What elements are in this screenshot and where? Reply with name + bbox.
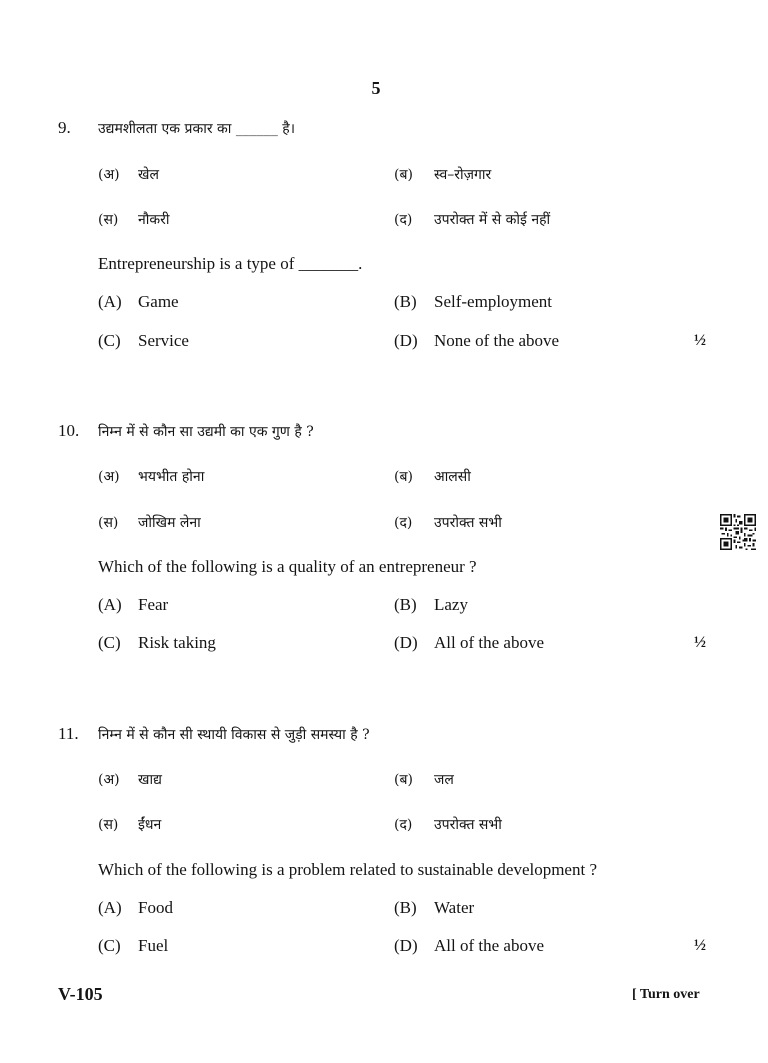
question-text-english: Which of the following is a quality of an entrepreneur ? — [98, 557, 477, 576]
option-text: जल — [434, 772, 454, 788]
option-label: (D) — [394, 936, 418, 955]
question-text-hindi: उद्यमशीलता एक प्रकार का ______ है। — [98, 121, 296, 137]
option-text: नौकरी — [138, 212, 170, 228]
option-label: (ब) — [394, 167, 413, 183]
option-text: Lazy — [434, 595, 468, 614]
option-label: (अ) — [98, 167, 120, 183]
option-text: All of the above — [434, 633, 544, 652]
option-label: (B) — [394, 292, 417, 311]
option-text: All of the above — [434, 936, 544, 955]
option-label: (A) — [98, 898, 122, 917]
qr-code-icon — [720, 514, 756, 550]
option-label: (स) — [98, 515, 119, 531]
option-text: खाद्य — [138, 772, 162, 788]
option-label: (ब) — [394, 772, 413, 788]
option-text: जोखिम लेना — [138, 515, 201, 531]
option-text: खेल — [138, 167, 159, 183]
option-label: (D) — [394, 633, 418, 652]
option-label: (A) — [98, 292, 122, 311]
option-text: उपरोक्त सभी — [434, 515, 502, 531]
option-text: Water — [434, 898, 475, 917]
option-label: (C) — [98, 633, 121, 652]
question-text-english: Entrepreneurship is a type of _______. — [98, 254, 363, 273]
option-label: (B) — [394, 595, 417, 614]
question-10 — [0, 421, 768, 681]
option-label: (द) — [394, 515, 413, 531]
marks: ½ — [694, 634, 706, 651]
option-label: (अ) — [98, 469, 120, 485]
option-text: None of the above — [434, 331, 560, 350]
option-text: Risk taking — [138, 633, 216, 652]
page-number: 5 — [371, 78, 381, 98]
option-text: Fear — [138, 595, 169, 614]
option-text: उपरोक्त में से कोई नहीं — [434, 212, 551, 228]
paper-code: V-105 — [58, 984, 103, 1004]
option-label: (C) — [98, 936, 121, 955]
option-text: Service — [138, 331, 189, 350]
turn-over-note: [ Turn over — [632, 987, 700, 1002]
question-number: 10. — [58, 421, 80, 440]
option-text: उपरोक्त सभी — [434, 817, 502, 833]
option-text: Self-employment — [434, 292, 553, 311]
question-text-hindi: निम्न में से कौन सी स्थायी विकास से जुड़ी समस्या है ? — [98, 727, 370, 743]
option-text: भयभीत होना — [138, 469, 205, 485]
option-label: (ब) — [394, 469, 413, 485]
question-number: 9. — [58, 118, 71, 137]
option-text: Food — [138, 898, 173, 917]
option-label: (अ) — [98, 772, 120, 788]
option-label: (स) — [98, 817, 119, 833]
question-text-hindi: निम्न में से कौन सा उद्यमी का एक गुण है ? — [98, 424, 314, 440]
option-label: (B) — [394, 898, 417, 917]
question-9 — [0, 118, 768, 378]
option-label: (A) — [98, 595, 122, 614]
option-text: ईंधन — [138, 817, 162, 833]
marks: ½ — [694, 937, 706, 954]
option-text: स्व–रोज़गार — [434, 167, 492, 183]
option-label: (C) — [98, 331, 121, 350]
option-label: (द) — [394, 817, 413, 833]
question-11 — [0, 724, 768, 984]
option-text: Fuel — [138, 936, 169, 955]
marks: ½ — [694, 332, 706, 349]
option-label: (स) — [98, 212, 119, 228]
option-text: आलसी — [434, 469, 471, 485]
option-text: Game — [138, 292, 179, 311]
question-number: 11. — [58, 724, 79, 743]
option-label: (द) — [394, 212, 413, 228]
option-label: (D) — [394, 331, 418, 350]
question-text-english: Which of the following is a problem related to sustainable development ? — [98, 860, 597, 879]
